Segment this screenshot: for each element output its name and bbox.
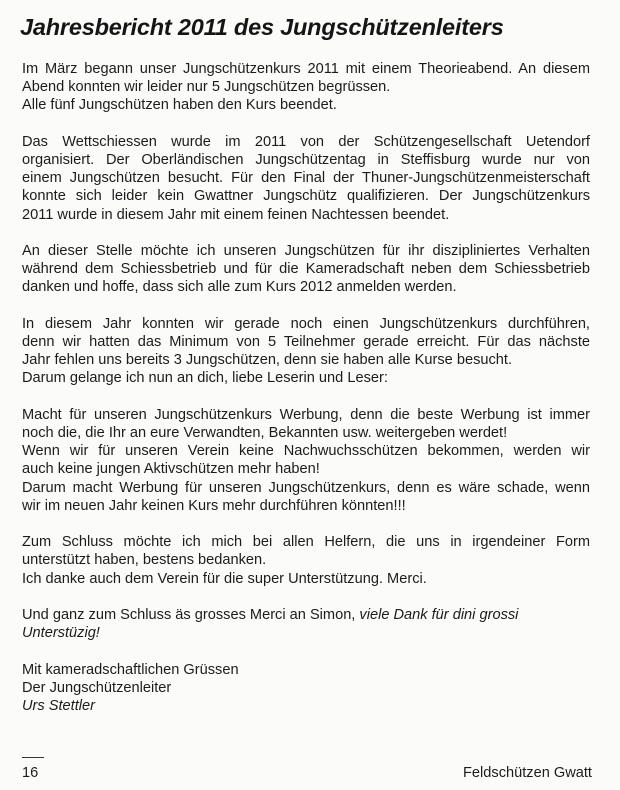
text-line: unterstützt haben, bestens bedanken.	[22, 552, 267, 569]
paragraph-helpers	[22, 533, 590, 588]
report-body	[22, 60, 590, 733]
page-title: Jahresbericht 2011 des Jungschützenleiters	[20, 14, 504, 40]
paragraph-competitions	[22, 133, 590, 224]
text-line: konnte sich leider kein Gwattner Jungschütz qualifizieren. Der Jungschützenkurs	[22, 188, 590, 205]
text-line: 2011 wurde in diesem Jahr mit einem feinen Nachtessen beendet.	[22, 206, 450, 223]
text-line: An dieser Stelle möchte ich unseren Jungschützen für ihr diszipliniertes Verhalten	[22, 243, 590, 259]
text-line: Jahr fehlen uns bereits 3 Jungschützen, denn sie haben alle Kurse besucht.	[22, 352, 513, 369]
text-line: Alle fünf Jungschützen haben den Kurs beendet.	[22, 97, 337, 114]
text-line: während dem Schiessbetrieb und für die Kameradschaft neben dem Schiessbetrieb	[22, 261, 590, 278]
text-line: Abend konnten wir leider nur 5 Jungschützen begrüssen.	[22, 79, 391, 96]
paragraph-course	[22, 60, 590, 115]
closing-greeting: Mit kameradschaftlichen Grüssen	[22, 661, 239, 678]
text-line: einem Jungschützen besucht. Für den Final der Thuner-Jungschützenmeisterschaft	[22, 170, 590, 187]
page-number: 16	[22, 765, 39, 781]
text-line: danken und hoffe, dass sich alle zum Kurs 2012 anmelden werden.	[22, 279, 457, 296]
signature-name: Urs Stettler	[22, 698, 95, 714]
text-line: Das Wettschiessen wurde im 2011 von der Schützengesellschaft Uetendorf	[22, 133, 590, 150]
footer-club-name: Feldschützen Gwatt	[463, 765, 592, 781]
paragraph-advertising	[22, 406, 590, 515]
footer-divider	[22, 757, 44, 758]
closing-role: Der Jungschützenleiter	[22, 679, 172, 696]
text-line: wir im neuen Jahr keinen Kurs mehr durchführen könnten!!!	[22, 497, 406, 514]
paragraph-thanks-juniors	[22, 242, 590, 297]
text-line: Wenn wir für unseren Verein keine Nachwuchsschützen bekommen, werden wir	[22, 443, 590, 460]
text-line: denn wir hatten das Minimum von 5 Teilnehmer gerade erreicht. Für das nächste	[22, 334, 590, 350]
text-line: Zum Schluss möchte ich mich bei allen Helfern, die uns in irgendeiner Form	[22, 534, 590, 551]
thanks-text: Und ganz zum Schluss äs grosses Merci an Simon,	[22, 607, 360, 623]
text-line: auch keine jungen Aktivschützen mehr haben!	[22, 461, 320, 478]
thanks-italic-text: viele Dank für dini grossi Unterstüzig!	[22, 607, 519, 642]
text-line: In diesem Jahr konnten wir gerade noch einen Jungschützenkurs durchführen,	[22, 315, 590, 332]
text-line: Darum macht Werbung für unseren Jungschützenkurs, denn es wäre schade, wenn	[22, 479, 590, 496]
text-line: organisiert. Der Oberländischen Jungschützentag in Steffisburg wurde nur von	[22, 152, 590, 168]
text-line: Darum gelange ich nun an dich, liebe Leserin und Leser:	[22, 370, 388, 387]
signoff	[22, 661, 590, 716]
text-line: Macht für unseren Jungschützenkurs Werbung, denn die beste Werbung ist immer	[22, 406, 590, 423]
text-line: noch die, die Ihr an eure Verwandten, Bekannten usw. weitergeben werdet!	[22, 425, 508, 441]
text-line: Im März begann unser Jungschützenkurs 2011 mit einem Theorieabend. An diesem	[22, 61, 590, 77]
paragraph-final-thanks	[22, 606, 590, 642]
text-line: Ich danke auch dem Verein für die super Unterstützung. Merci.	[22, 570, 427, 587]
paragraph-next-year	[22, 315, 590, 388]
